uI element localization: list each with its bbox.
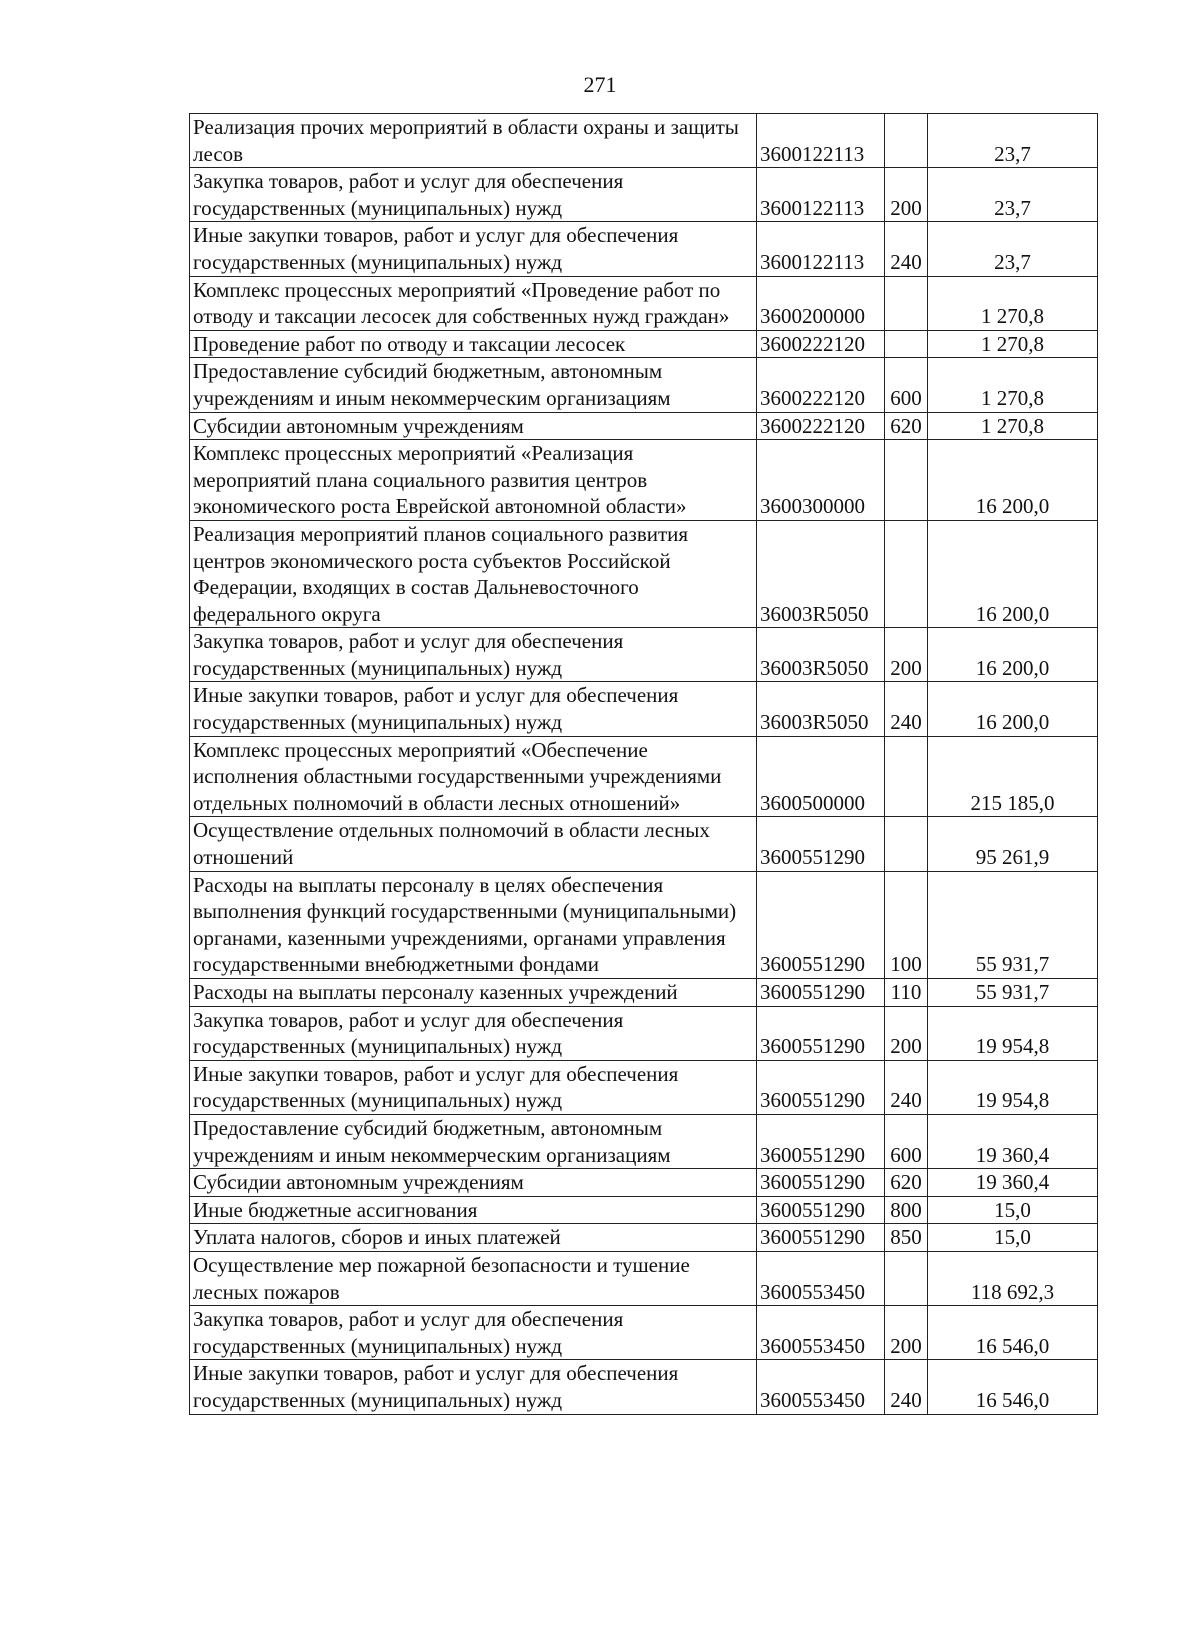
table-row (190, 682, 1098, 736)
row-target-code: 3600122113 (757, 222, 885, 276)
row-expense-type (885, 736, 928, 817)
row-amount: 55 931,7 (928, 871, 1098, 978)
row-expense-type: 200 (885, 628, 928, 682)
row-amount: 16 200,0 (928, 628, 1098, 682)
row-amount: 23,7 (928, 114, 1098, 168)
row-name: Проведение работ по отводу и таксации лесосек (190, 330, 757, 358)
table-row (190, 1224, 1098, 1252)
row-name: Предоставление субсидий бюджетным, автономным учреждениям и иным некоммерческим организациям (190, 1114, 757, 1168)
table-row (190, 979, 1098, 1007)
row-amount: 19 954,8 (928, 1006, 1098, 1060)
row-amount: 118 692,3 (928, 1251, 1098, 1305)
row-target-code: 3600122113 (757, 168, 885, 222)
row-amount: 23,7 (928, 222, 1098, 276)
row-expense-type: 600 (885, 358, 928, 412)
row-target-code: 36003R5050 (757, 628, 885, 682)
table-row (190, 871, 1098, 978)
table-row (190, 1060, 1098, 1114)
table-row (190, 114, 1098, 168)
row-name: Закупка товаров, работ и услуг для обеспечения государственных (муниципальных) нужд (190, 628, 757, 682)
row-expense-type: 100 (885, 871, 928, 978)
row-target-code: 3600500000 (757, 736, 885, 817)
row-target-code: 3600551290 (757, 1060, 885, 1114)
table-row (190, 1360, 1098, 1414)
row-amount: 15,0 (928, 1224, 1098, 1252)
row-name: Иные закупки товаров, работ и услуг для обеспечения государственных (муниципальных) нужд (190, 682, 757, 736)
row-expense-type: 620 (885, 1169, 928, 1197)
row-amount: 16 200,0 (928, 440, 1098, 521)
row-name: Предоставление субсидий бюджетным, автономным учреждениям и иным некоммерческим организациям (190, 358, 757, 412)
row-amount: 215 185,0 (928, 736, 1098, 817)
row-name: Уплата налогов, сборов и иных платежей (190, 1224, 757, 1252)
row-name: Закупка товаров, работ и услуг для обеспечения государственных (муниципальных) нужд (190, 1306, 757, 1360)
row-name: Закупка товаров, работ и услуг для обеспечения государственных (муниципальных) нужд (190, 1006, 757, 1060)
table-row (190, 628, 1098, 682)
table-body (190, 114, 1098, 1415)
row-name: Иные закупки товаров, работ и услуг для обеспечения государственных (муниципальных) нужд (190, 1360, 757, 1414)
row-amount: 16 200,0 (928, 520, 1098, 627)
table-row (190, 1306, 1098, 1360)
row-name: Реализация мероприятий планов социального развития центров экономического роста субъектов Российской Федерации, входящих в состав Дальневосточного федерального округа (190, 520, 757, 627)
row-amount: 1 270,8 (928, 330, 1098, 358)
row-target-code: 3600551290 (757, 1114, 885, 1168)
row-expense-type (885, 276, 928, 330)
row-amount: 19 954,8 (928, 1060, 1098, 1114)
row-amount: 95 261,9 (928, 817, 1098, 871)
table-row (190, 1251, 1098, 1305)
row-expense-type: 240 (885, 682, 928, 736)
table-row (190, 1169, 1098, 1197)
row-target-code: 3600222120 (757, 412, 885, 440)
row-amount: 55 931,7 (928, 979, 1098, 1007)
row-target-code: 3600553450 (757, 1251, 885, 1305)
row-amount: 16 546,0 (928, 1360, 1098, 1414)
row-expense-type (885, 520, 928, 627)
row-amount: 23,7 (928, 168, 1098, 222)
table-row (190, 276, 1098, 330)
table-row (190, 168, 1098, 222)
row-target-code: 3600551290 (757, 871, 885, 978)
table-row (190, 358, 1098, 412)
row-target-code: 3600122113 (757, 114, 885, 168)
row-target-code: 3600222120 (757, 330, 885, 358)
row-target-code: 3600551290 (757, 1196, 885, 1224)
row-expense-type (885, 1251, 928, 1305)
row-target-code: 3600551290 (757, 817, 885, 871)
row-target-code: 3600551290 (757, 979, 885, 1007)
row-expense-type: 240 (885, 1360, 928, 1414)
row-target-code: 3600222120 (757, 358, 885, 412)
row-name: Комплекс процессных мероприятий «Реализация мероприятий плана социального развития центров экономического роста Еврейской автономной области» (190, 440, 757, 521)
row-amount: 19 360,4 (928, 1114, 1098, 1168)
row-amount: 1 270,8 (928, 276, 1098, 330)
row-amount: 1 270,8 (928, 358, 1098, 412)
row-expense-type: 620 (885, 412, 928, 440)
row-expense-type: 200 (885, 1006, 928, 1060)
table-row (190, 1006, 1098, 1060)
table-row (190, 330, 1098, 358)
row-target-code: 3600553450 (757, 1306, 885, 1360)
row-expense-type (885, 114, 928, 168)
table-row (190, 1196, 1098, 1224)
row-amount: 1 270,8 (928, 412, 1098, 440)
row-name: Иные закупки товаров, работ и услуг для обеспечения государственных (муниципальных) нужд (190, 222, 757, 276)
row-name: Расходы на выплаты персоналу в целях обеспечения выполнения функций государственными (муниципальными) органами, казенными учреждениями, органами управления государственными внебюджетными фондами (190, 871, 757, 978)
row-amount: 19 360,4 (928, 1169, 1098, 1197)
budget-table (189, 113, 1098, 1415)
page-number: 271 (583, 72, 617, 97)
row-target-code: 3600553450 (757, 1360, 885, 1414)
row-name: Осуществление отдельных полномочий в области лесных отношений (190, 817, 757, 871)
row-target-code: 3600300000 (757, 440, 885, 521)
table-row (190, 412, 1098, 440)
row-target-code: 36003R5050 (757, 520, 885, 627)
table-row (190, 222, 1098, 276)
row-target-code: 3600551290 (757, 1006, 885, 1060)
row-name: Комплекс процессных мероприятий «Проведение работ по отводу и таксации лесосек для собственных нужд граждан» (190, 276, 757, 330)
row-expense-type: 240 (885, 222, 928, 276)
row-name: Реализация прочих мероприятий в области охраны и защиты лесов (190, 114, 757, 168)
table-row (190, 736, 1098, 817)
row-amount: 16 200,0 (928, 682, 1098, 736)
row-name: Осуществление мер пожарной безопасности и тушение лесных пожаров (190, 1251, 757, 1305)
table-row (190, 817, 1098, 871)
row-target-code: 3600551290 (757, 1169, 885, 1197)
row-name: Комплекс процессных мероприятий «Обеспечение исполнения областными государственными учреждениями отдельных полномочий в области лесных отношений» (190, 736, 757, 817)
row-expense-type: 200 (885, 168, 928, 222)
row-expense-type: 800 (885, 1196, 928, 1224)
row-expense-type: 240 (885, 1060, 928, 1114)
row-target-code: 3600551290 (757, 1224, 885, 1252)
row-expense-type: 200 (885, 1306, 928, 1360)
row-name: Иные бюджетные ассигнования (190, 1196, 757, 1224)
row-target-code: 3600200000 (757, 276, 885, 330)
row-expense-type (885, 440, 928, 521)
row-expense-type: 600 (885, 1114, 928, 1168)
row-target-code: 36003R5050 (757, 682, 885, 736)
row-name: Закупка товаров, работ и услуг для обеспечения государственных (муниципальных) нужд (190, 168, 757, 222)
row-name: Расходы на выплаты персоналу казенных учреждений (190, 979, 757, 1007)
row-amount: 16 546,0 (928, 1306, 1098, 1360)
table-row (190, 1114, 1098, 1168)
row-expense-type (885, 817, 928, 871)
row-expense-type: 850 (885, 1224, 928, 1252)
row-name: Субсидии автономным учреждениям (190, 412, 757, 440)
row-amount: 15,0 (928, 1196, 1098, 1224)
table-row (190, 520, 1098, 627)
table-row (190, 440, 1098, 521)
row-name: Иные закупки товаров, работ и услуг для обеспечения государственных (муниципальных) нужд (190, 1060, 757, 1114)
row-expense-type (885, 330, 928, 358)
row-expense-type: 110 (885, 979, 928, 1007)
row-name: Субсидии автономным учреждениям (190, 1169, 757, 1197)
